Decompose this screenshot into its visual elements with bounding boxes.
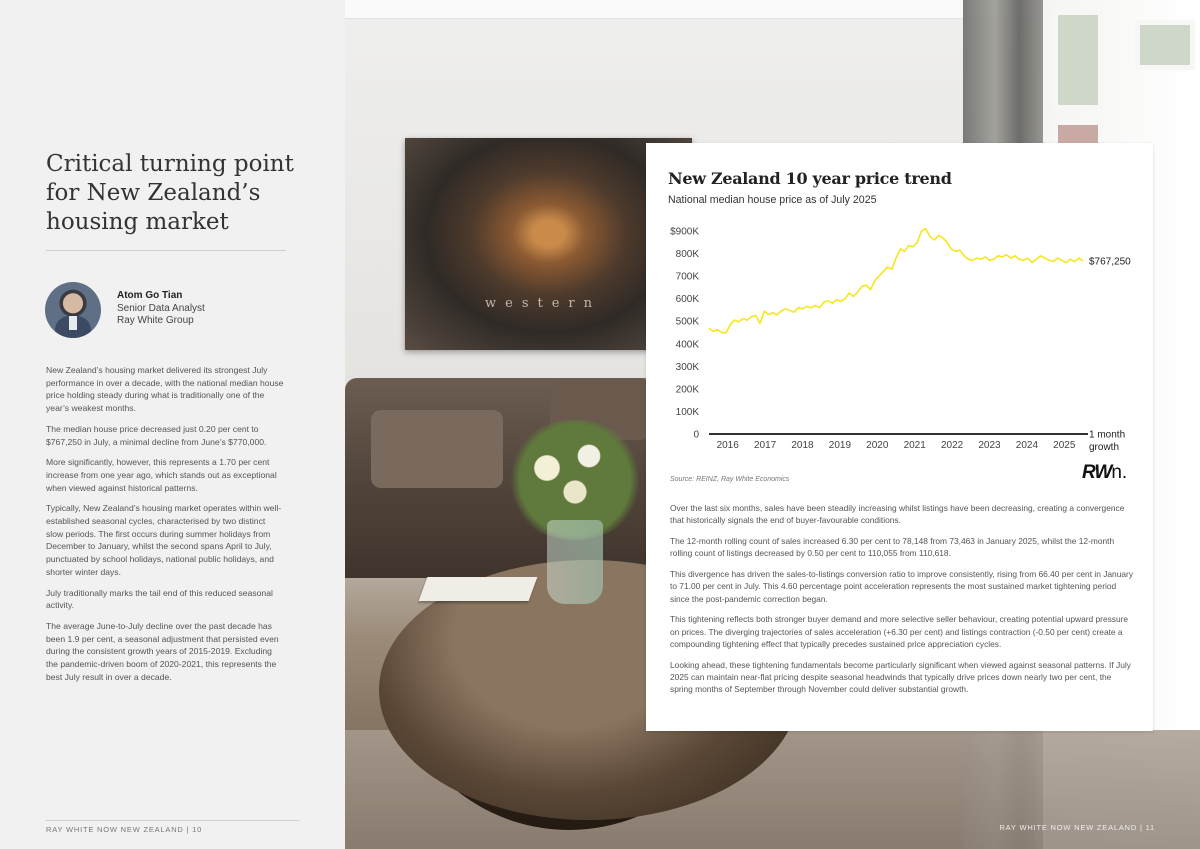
y-tick-label: 400K	[675, 339, 699, 351]
x-tick-label: 2022	[940, 440, 964, 451]
chart-card	[646, 143, 1153, 731]
y-tick-label: 300K	[675, 361, 699, 373]
sofa-cushion	[371, 410, 503, 488]
article-title	[46, 150, 306, 237]
author-name: Atom Go Tian	[117, 290, 183, 301]
left-page	[0, 0, 345, 849]
y-tick-label: 500K	[675, 316, 699, 328]
x-tick-label: 2017	[753, 440, 777, 451]
y-tick-label: $900K	[670, 226, 699, 238]
glass-vase	[547, 520, 603, 604]
median-price-line	[709, 229, 1083, 333]
y-tick-label: 0	[693, 429, 699, 441]
title-line: Critical turning point	[46, 151, 294, 177]
chart-source: Source: REINZ, Ray White Economics	[670, 476, 790, 483]
chart-title: New Zealand 10 year price trend	[668, 169, 952, 188]
y-tick-label: 100K	[675, 406, 699, 418]
price-trend-chart	[646, 219, 1153, 459]
title-divider	[46, 250, 286, 251]
x-tick-label: 2025	[1053, 440, 1076, 451]
left-page-footer: RAY WHITE NOW NEW ZEALAND | 10	[46, 820, 300, 834]
latest-price-label: $767,250	[1089, 256, 1131, 268]
ray-white-logo	[1082, 462, 1127, 484]
x-tick-label: 2019	[828, 440, 852, 451]
author-role: Senior Data Analyst	[117, 303, 205, 314]
y-tick-label: 800K	[675, 249, 699, 261]
table-book	[419, 577, 538, 601]
paragraph: Looking ahead, these tightening fundamentals become particularly significant when viewed against seasonal patterns. If July 2025 can maintain near-flat pricing despite seasonal headwinds that typically drive prices down nearly two per cent, the spring months of September through November could deliver substantial growth.	[670, 659, 1131, 695]
left-body-text	[46, 364, 284, 691]
title-line: housing market	[46, 209, 229, 235]
logo-bold: RW	[1082, 462, 1112, 483]
painting-text: western	[485, 296, 601, 311]
growth-series-label: 1 month	[1089, 429, 1126, 441]
logo-light: n.	[1111, 462, 1128, 483]
x-tick-label: 2018	[791, 440, 814, 451]
right-page-footer: RAY WHITE NOW NEW ZEALAND | 11	[999, 823, 1155, 832]
title-line: for New Zealand’s	[46, 180, 261, 206]
x-tick-label: 2016	[716, 440, 739, 451]
paragraph: Typically, New Zealand’s housing market operates within well-established seasonal cycles, characterised by two distinct slow periods. The first occurs during summer holidays from December to January, whilst the second spans April to July, punctuated by school holidays, national public holidays, and shorter winter days.	[46, 503, 282, 577]
paragraph: This divergence has driven the sales-to-listings conversion ratio to improve consistently, rising from 66.40 per cent in January to 71.00 per cent in July. This 4.60 percentage point acceleration represents the most sustained market tightening period since the post-pandemic correction began.	[670, 569, 1134, 604]
paragraph: July traditionally marks the tail end of this reduced seasonal activity.	[46, 587, 273, 611]
window-pane	[1135, 20, 1195, 70]
x-tick-label: 2024	[1015, 440, 1039, 451]
author-block	[45, 282, 305, 340]
y-tick-label: 600K	[675, 294, 699, 306]
paragraph: This tightening reflects both stronger buyer demand and more selective seller behaviour, creating potential upward pressure on prices. The diverging trajectories of sales acceleration (+6.30 per cent) and listings contraction (-0.50 per cent) create a compounding tightening effect that typically precedes sustained price appreciation cycles.	[670, 614, 1129, 649]
x-axis-ticks	[717, 440, 1076, 451]
paragraph: New Zealand’s housing market delivered its strongest July performance in over a decade, with the national median house price holding steady during what is traditionally one of the year’s weakest months.	[46, 365, 284, 414]
chart-subtitle: National median house price as of July 2025	[668, 194, 877, 206]
y-axis-ticks	[670, 227, 699, 441]
paragraph: The average June-to-July decline over the past decade has been 1.9 per cent, a seasonal adjustment that persisted even during the consistent growth years of 2015-2019. Excluding the pandemic-driven boom of 2020-2021, this represents the best July result in over a decade.	[46, 620, 279, 682]
window-pane	[1053, 10, 1103, 110]
x-tick-label: 2021	[903, 440, 926, 451]
y-tick-label: 700K	[675, 271, 699, 283]
paragraph: Over the last six months, sales have been steadily increasing whilst listings have been decreasing, creating a convergence that historically signals the end of buyer-favourable conditions.	[670, 503, 1125, 526]
author-org: Ray White Group	[117, 315, 194, 326]
y-tick-label: 200K	[675, 384, 699, 396]
avatar-shirt	[69, 316, 77, 330]
x-tick-label: 2020	[866, 440, 889, 451]
paragraph: More significantly, however, this represents a 1.70 per cent increase from one year ago, which stands out as exceptional when viewed against historical patterns.	[46, 457, 277, 493]
paragraph: The 12-month rolling count of sales increased 6.30 per cent to 78,148 from 73,463 in January 2025, whilst the 12-month rolling count of listings decreased by 0.50 per cent to 110,055 from 110,618.	[670, 536, 1115, 559]
author-avatar	[45, 282, 101, 338]
paragraph: The median house price decreased just 0.20 per cent to $767,250 in July, a minimal decline from June’s $770,000.	[46, 423, 267, 447]
growth-series-label: growth	[1089, 442, 1120, 453]
x-tick-label: 2023	[978, 440, 1001, 451]
card-body-text	[670, 502, 1134, 704]
